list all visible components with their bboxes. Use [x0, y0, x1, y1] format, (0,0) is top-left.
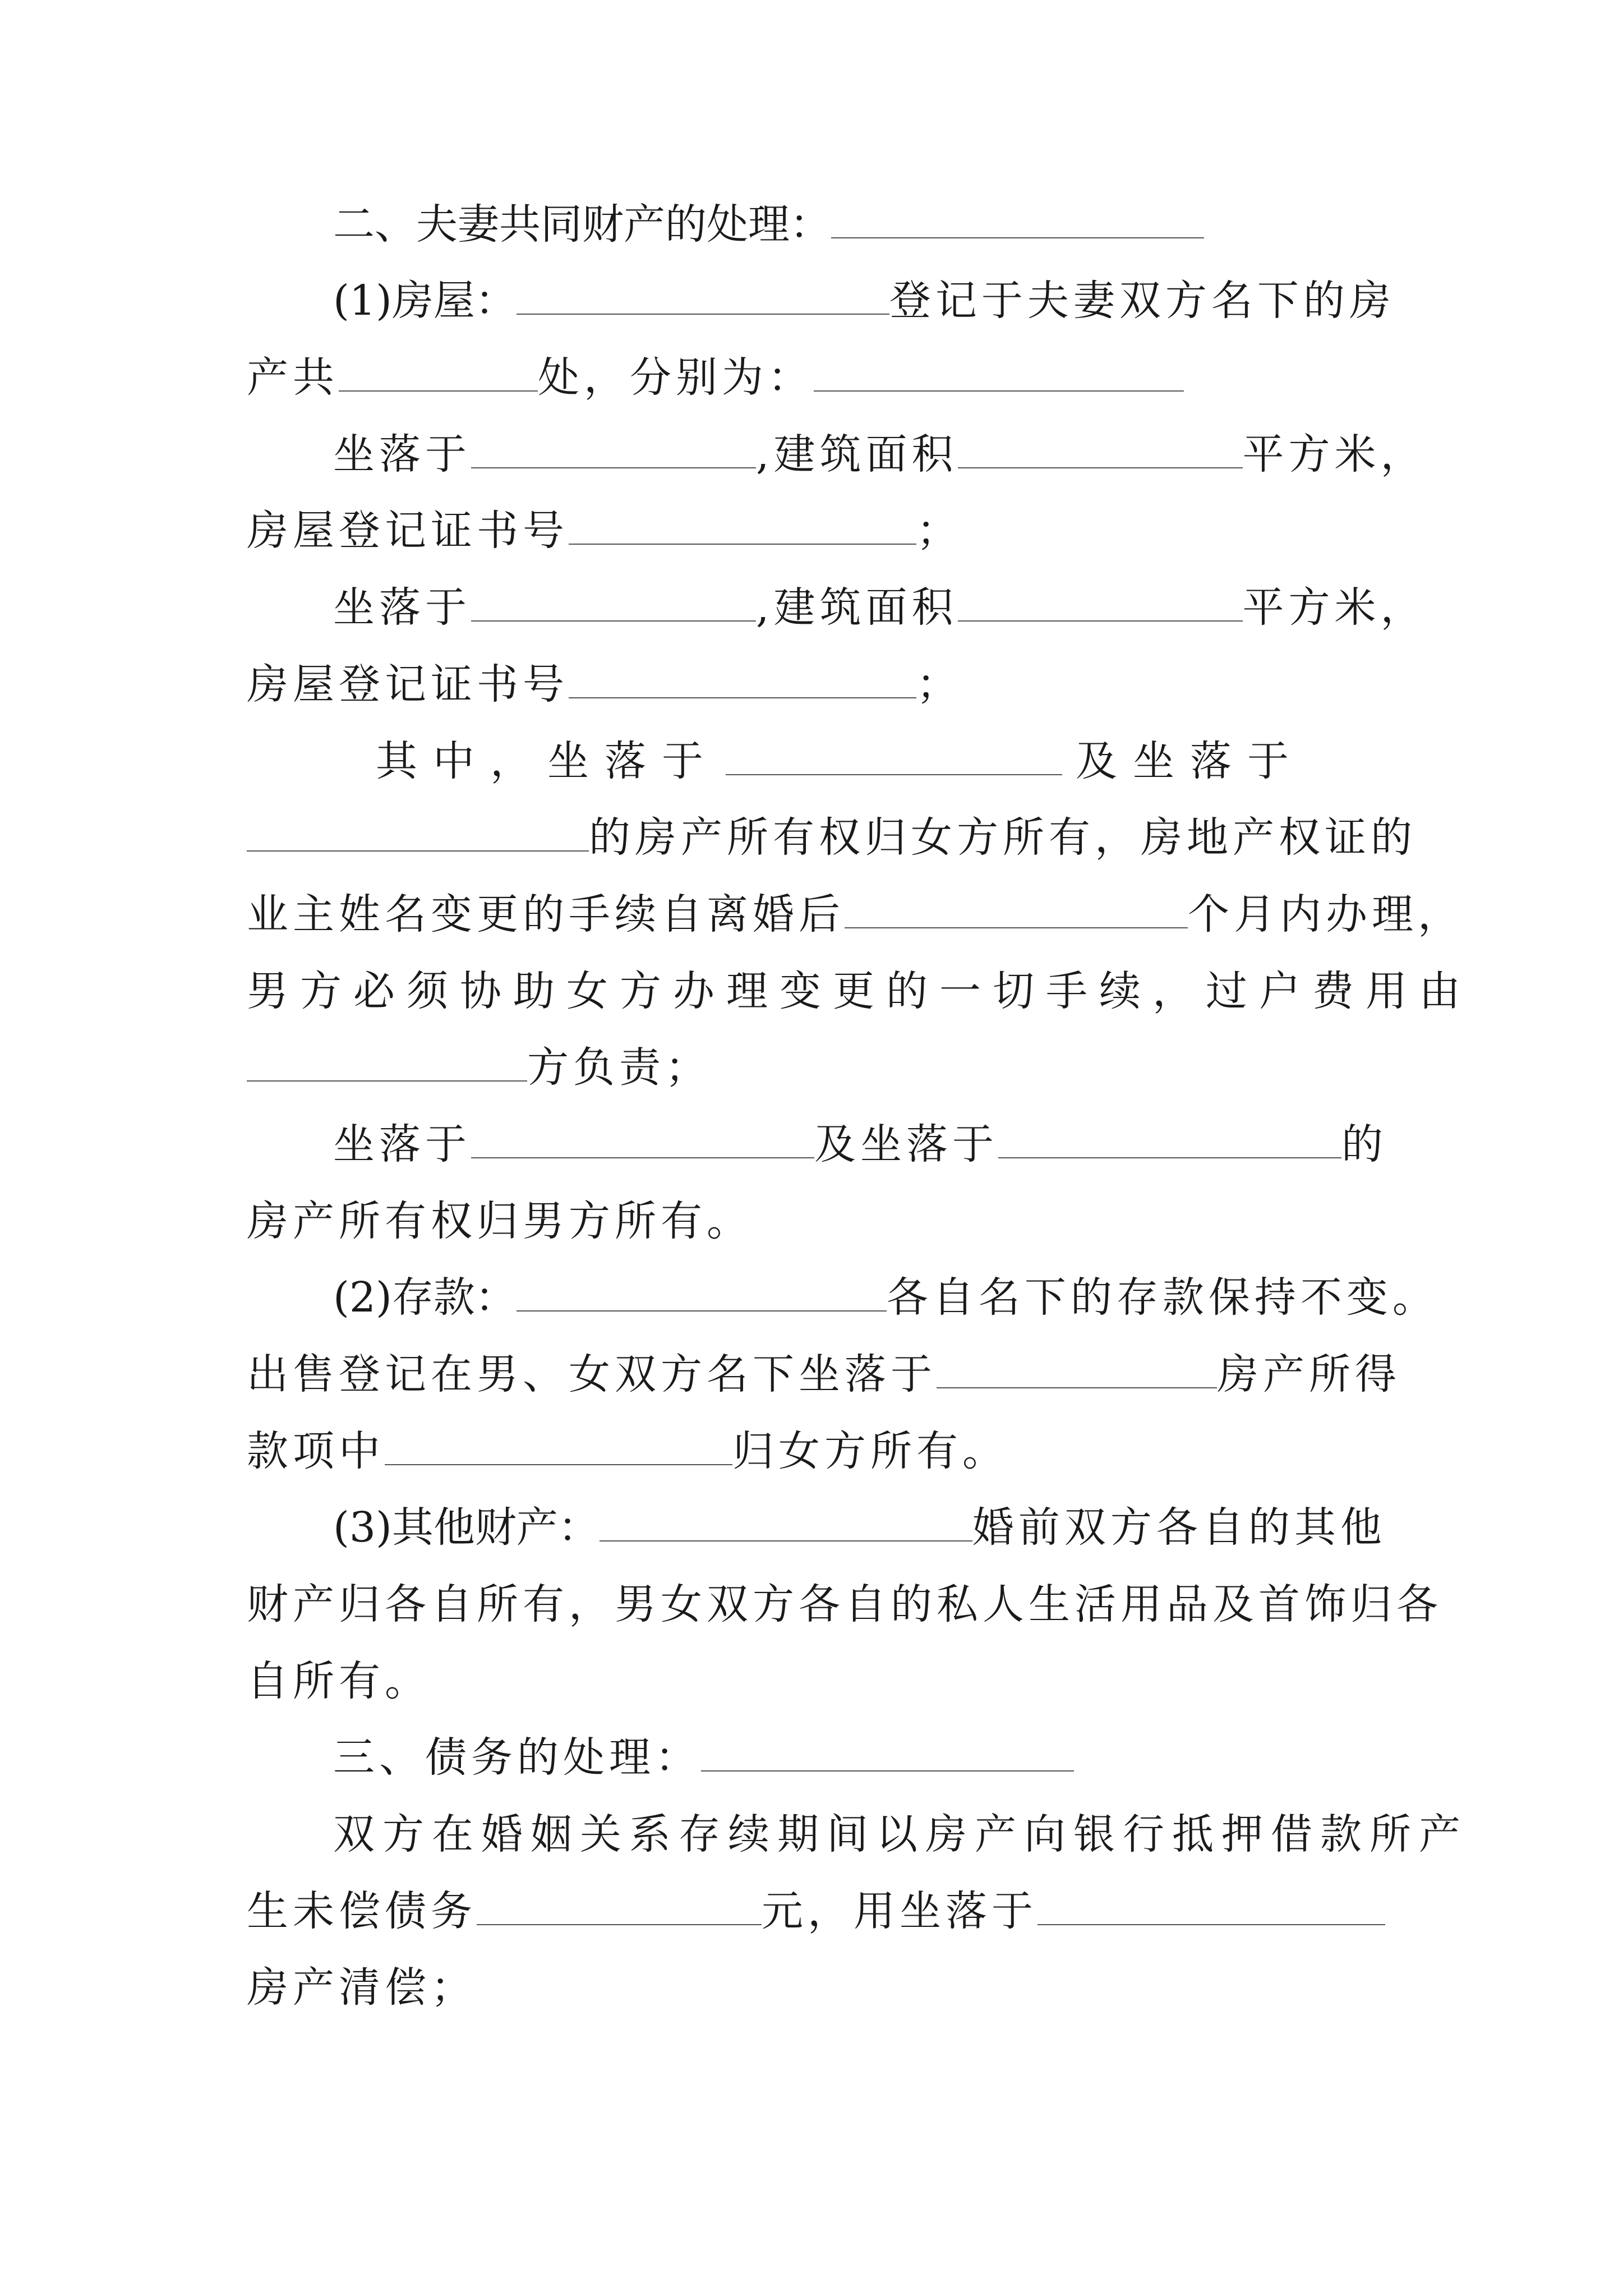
- blank-field[interactable]: [1038, 1885, 1385, 1925]
- male-owns-line: [247, 1193, 753, 1249]
- section-3-title: 三、债务的处理：: [333, 1733, 701, 1782]
- text: 平方米，: [1242, 430, 1427, 478]
- section-2-title: 二、夫妻共同财产的处理：: [333, 200, 831, 249]
- text: 平方米，: [1242, 583, 1427, 632]
- male-assist-line: [247, 963, 1472, 1019]
- blank-field[interactable]: [569, 504, 916, 545]
- text: 归女方所有。: [732, 1427, 1008, 1475]
- blank-field[interactable]: [600, 1501, 972, 1542]
- blank-field[interactable]: [471, 1118, 814, 1158]
- blank-field[interactable]: [517, 274, 889, 315]
- text: 坐落于: [333, 583, 471, 632]
- blank-field[interactable]: [958, 581, 1243, 622]
- debt-line-3: [247, 1959, 477, 2016]
- text: 的: [1341, 1120, 1383, 1168]
- text: 及坐落于: [1076, 737, 1304, 785]
- text: 元，用坐落于: [762, 1887, 1038, 1935]
- blank-field[interactable]: [471, 581, 756, 622]
- sale-line: [247, 1346, 1401, 1402]
- deposit-label: (2)存款：: [333, 1273, 517, 1322]
- other-line-2: [247, 1576, 1442, 1632]
- cert-1-line: [247, 503, 958, 559]
- blank-field[interactable]: [385, 1425, 732, 1465]
- female-owns-line: [247, 809, 1417, 866]
- blank-field[interactable]: [845, 888, 1188, 928]
- blank-field[interactable]: [569, 658, 916, 698]
- blank-field[interactable]: [701, 1731, 1074, 1772]
- text: 的房产所有权归女方所有，房地产权证的: [589, 813, 1417, 862]
- text: 各自名下的存款保持不变。: [886, 1273, 1438, 1322]
- text: 坐落于: [333, 430, 471, 478]
- blank-field[interactable]: [831, 198, 1204, 238]
- text: 房屋登记证书号: [247, 660, 569, 708]
- text: 及坐落于: [814, 1120, 998, 1168]
- other-property-line: [333, 1499, 1386, 1556]
- text: 房产所得: [1217, 1350, 1401, 1398]
- text: 产共: [247, 353, 339, 402]
- blank-field[interactable]: [726, 735, 1062, 775]
- blank-field[interactable]: [339, 351, 538, 392]
- text: 生未偿债务: [247, 1887, 477, 1935]
- text: 婚前双方各自的其他: [972, 1503, 1386, 1552]
- text: 自所有。: [247, 1657, 431, 1705]
- blank-field[interactable]: [958, 428, 1243, 468]
- blank-field[interactable]: [247, 811, 589, 852]
- debt-line-2: [247, 1883, 1385, 1939]
- among-line: [376, 733, 1304, 789]
- house-line-2: [247, 349, 1184, 406]
- text: 房产所有权归男方所有。: [247, 1197, 753, 1245]
- owner-change-line: [247, 886, 1464, 942]
- text: 男方必须协助女方办理变更的一切手续，过户费用由: [247, 967, 1472, 1015]
- text: ,建筑面积: [756, 583, 958, 632]
- text: 其中，坐落于: [376, 737, 719, 785]
- blank-field[interactable]: [814, 351, 1184, 392]
- text: 款项中: [247, 1427, 385, 1475]
- text: 双方在婚姻关系存续期间以房产向银行抵押借款所产: [333, 1810, 1468, 1858]
- text: 坐落于: [333, 1120, 471, 1168]
- fee-line: [247, 1039, 711, 1096]
- blank-field[interactable]: [937, 1348, 1217, 1388]
- section-2-title-line: [333, 196, 1204, 252]
- house-label: (1)房屋：: [333, 277, 517, 325]
- text: 财产归各自所有，男女双方各自的私人生活用品及首饰归各: [247, 1580, 1442, 1628]
- text: 出售登记在男、女双方名下坐落于: [247, 1350, 937, 1398]
- property-1-line: [333, 426, 1427, 482]
- text: ,建筑面积: [756, 430, 958, 478]
- text: ；: [916, 660, 958, 708]
- text: 方负责；: [527, 1043, 711, 1092]
- text: 业主姓名变更的手续自离婚后: [247, 890, 845, 938]
- house-line-1: [333, 273, 1395, 329]
- blank-field[interactable]: [471, 428, 756, 468]
- text: ；: [916, 507, 958, 555]
- text: 房屋登记证书号: [247, 507, 569, 555]
- blank-field[interactable]: [477, 1885, 762, 1925]
- blank-field[interactable]: [998, 1118, 1341, 1158]
- proceeds-line: [247, 1423, 1008, 1479]
- text: 处，分别为：: [538, 353, 814, 402]
- other-line-3: [247, 1653, 431, 1709]
- text: 个月内办理，: [1188, 890, 1464, 938]
- debt-line-1: [333, 1806, 1468, 1862]
- house-desc: 登记于夫妻双方名下的房: [889, 277, 1395, 325]
- text: 房产清偿；: [247, 1963, 477, 2012]
- section-3-title-line: [333, 1729, 1074, 1786]
- blank-field[interactable]: [517, 1271, 887, 1312]
- deposit-line: [333, 1269, 1438, 1326]
- male-property-line: [333, 1116, 1383, 1172]
- cert-2-line: [247, 656, 958, 712]
- property-2-line: [333, 579, 1427, 636]
- blank-field[interactable]: [247, 1041, 527, 1082]
- other-label: (3)其他财产：: [333, 1503, 600, 1552]
